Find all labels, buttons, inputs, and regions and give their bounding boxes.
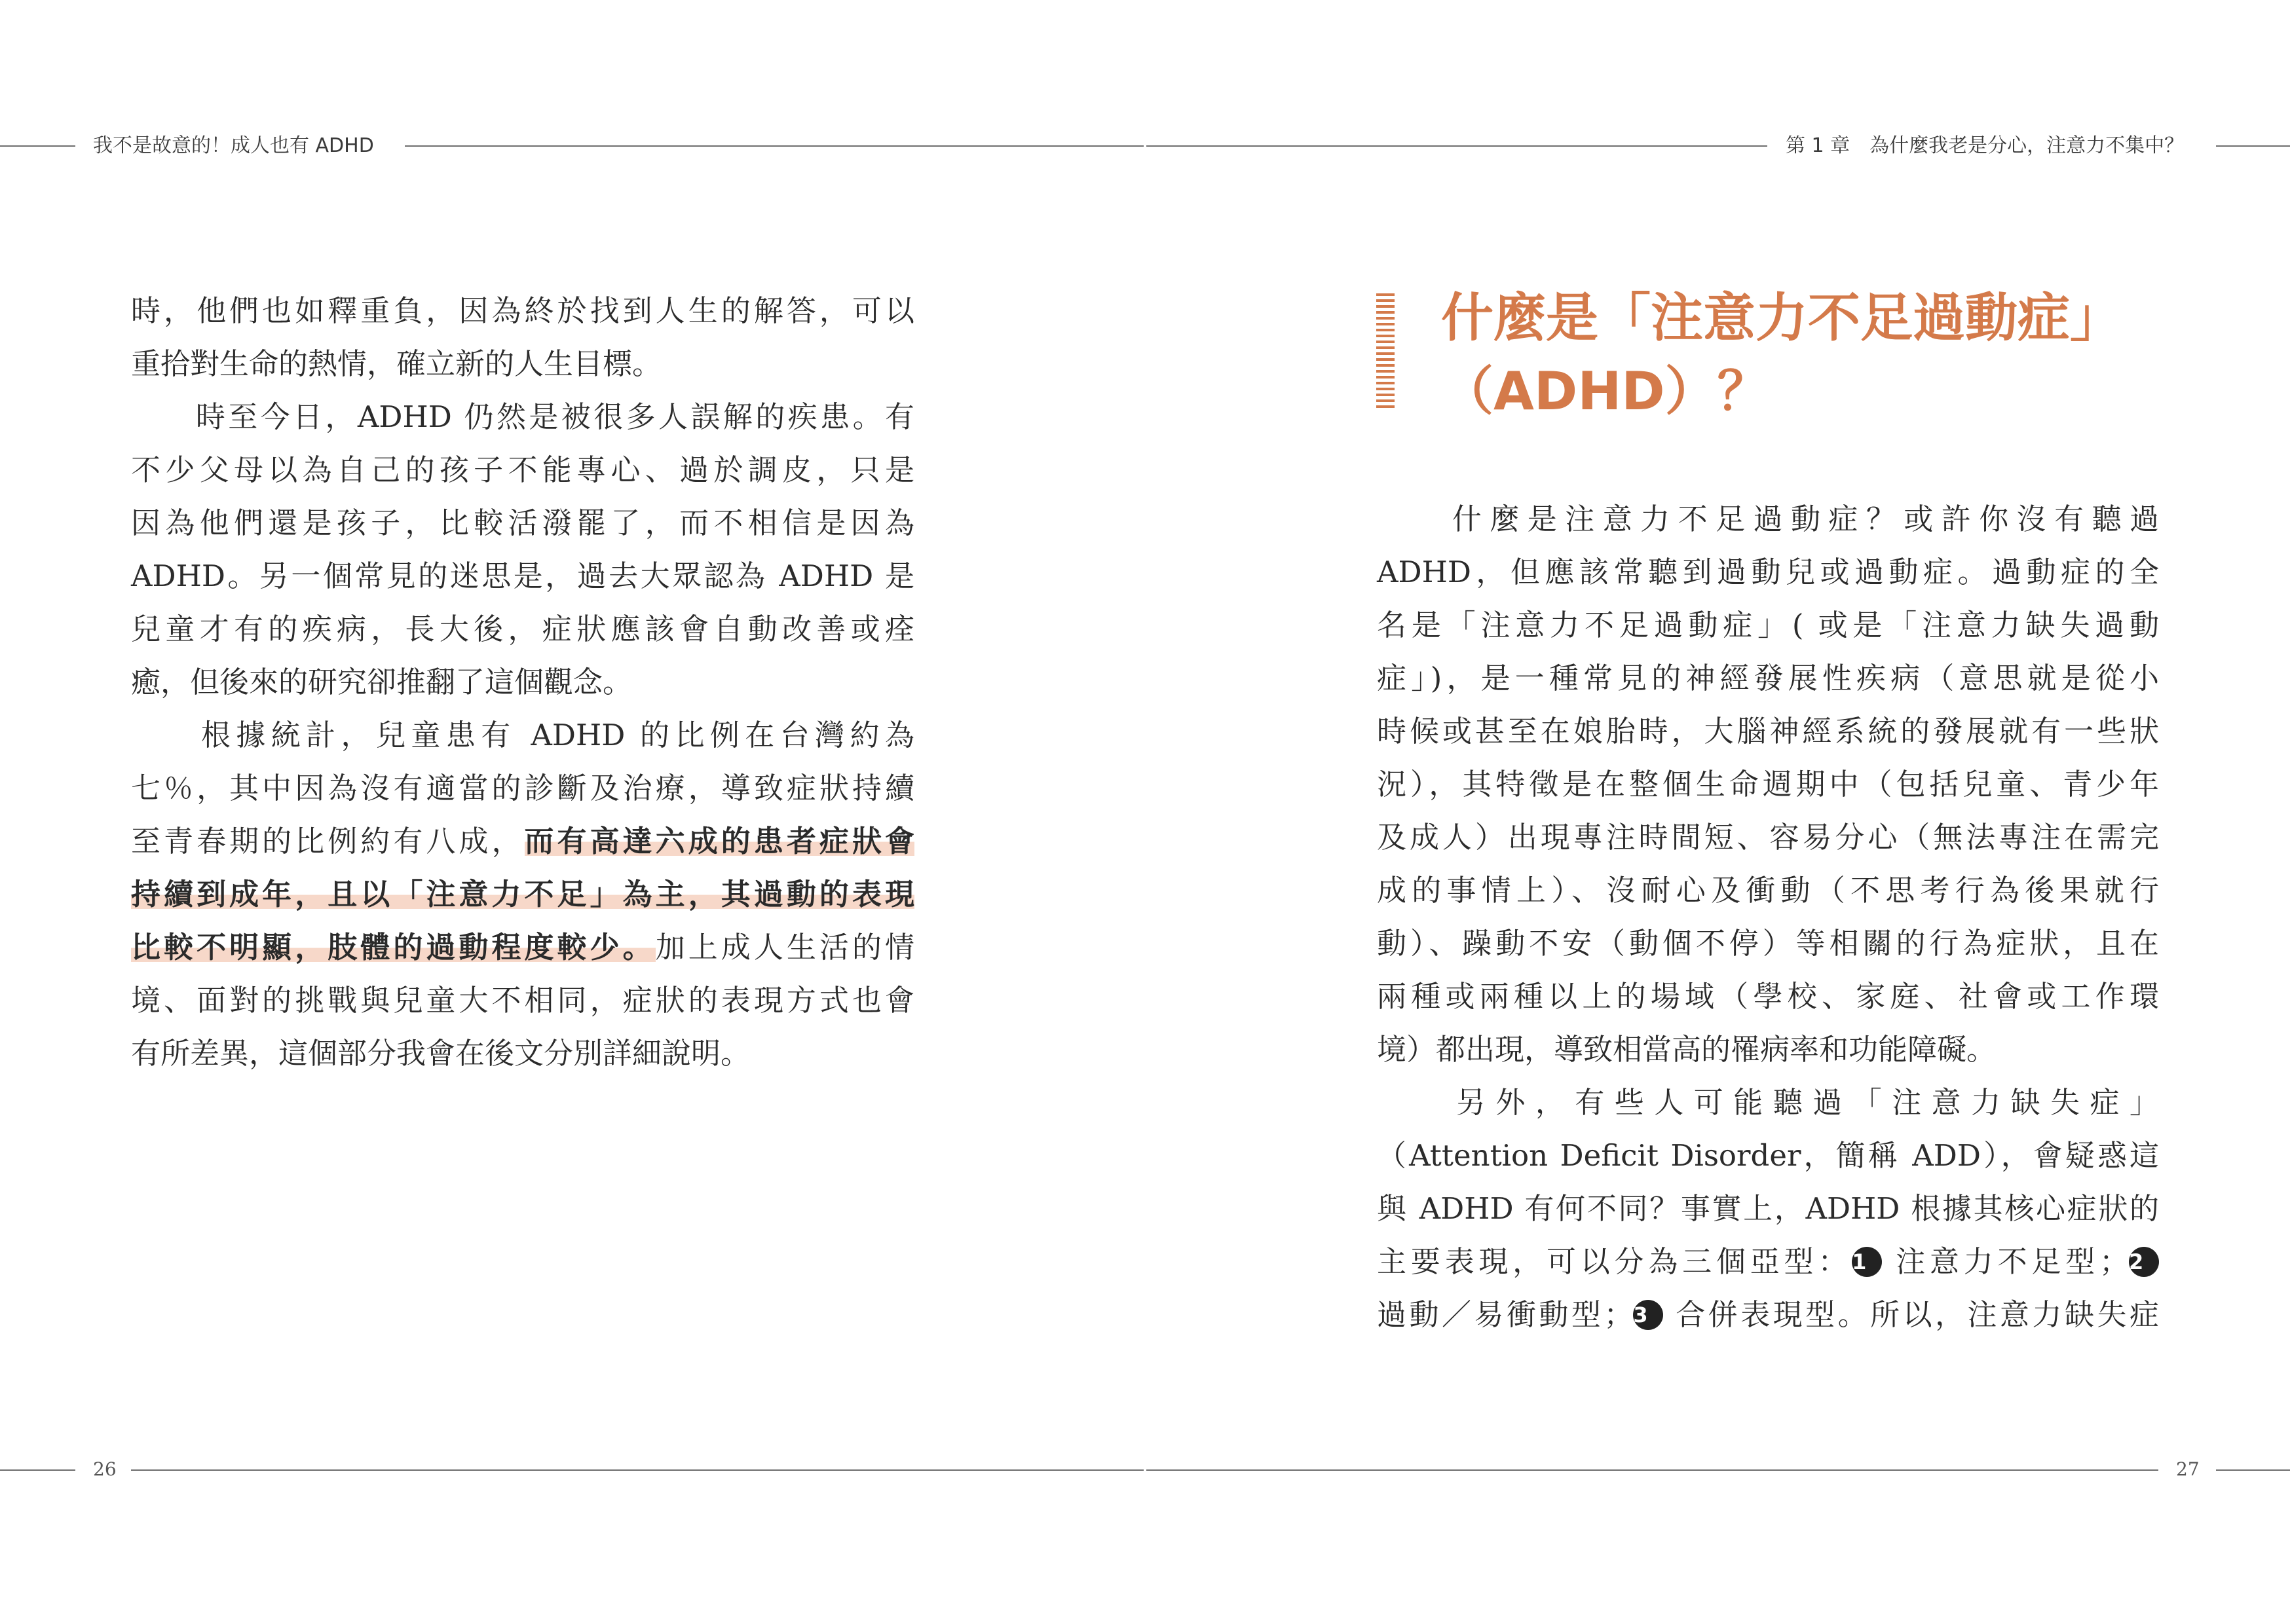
right_page-line [1377, 705, 2159, 758]
header-rule-left-a [0, 145, 75, 147]
right_page-line [1377, 758, 2159, 811]
left_page-line [131, 337, 914, 390]
left_page-line-text: 重拾對生命的熱情，確立新的人生目標。 [131, 346, 662, 381]
highlighted-text: 而有高達六成的患者症狀會 [524, 824, 914, 858]
left_page-line-text: 癒，但後來的研究卻推翻了這個觀念。 [131, 665, 633, 699]
item-number-badge-1: 1 [1852, 1247, 1882, 1277]
right_page-line-text: 成的事情上）、沒耐心及衝動（不思考行為後果就行 [1377, 873, 2159, 908]
heading-line-1: 什麼是「注意力不足過動症」 [1441, 287, 2122, 348]
right_page-line-text: 時候或甚至在娘胎時，大腦神經系統的發展就有一些狀 [1377, 714, 2159, 748]
footer-rule-right-a [1146, 1469, 2158, 1471]
left_page-line [131, 602, 914, 655]
left_page-line-text: 兒童才有的疾病，長大後，症狀應該會自動改善或痊 [131, 612, 914, 646]
left_page-line [131, 921, 914, 974]
left_page-line [131, 443, 914, 496]
item-1-text: 注意力不足型； [1882, 1244, 2129, 1279]
right_page-line [1377, 545, 2159, 599]
right_page-line [1377, 1023, 2159, 1076]
right_page-line-text: 與 ADHD 有何不同？事實上，ADHD 根據其核心症狀的 [1377, 1191, 2159, 1226]
left_page-line-text: 至青春期的比例約有八成， [131, 824, 525, 858]
right_page-line-text: 什麼是注意力不足過動症？或許你沒有聽過 [1377, 502, 2159, 536]
header-rule-left-b [405, 145, 1144, 147]
left_page-line [131, 655, 914, 709]
highlighted-text: 持續到成年，且以「注意力不足」為主，其過動的表現 [131, 877, 914, 912]
right_page-line-text: 況），其特徵是在整個生命週期中（包括兒童、青少年 [1377, 767, 2159, 802]
left_page-line [131, 762, 914, 815]
page-number-right: 27 [2176, 1458, 2200, 1480]
numbered-line-2 [1377, 1288, 2159, 1341]
left_page-line-text: ADHD。另一個常見的迷思是，過去大眾認為 ADHD 是 [131, 559, 914, 593]
left_page-line-text: 時至今日，ADHD 仍然是被很多人誤解的疾患。有 [131, 399, 914, 434]
numbered-line-1-text: 主要表現，可以分為三個亞型： [1377, 1244, 1852, 1279]
right-page-numbered-lines [1377, 1235, 2159, 1341]
running-head-right: 第 1 章 為什麼我老是分心，注意力不集中？ [1786, 134, 2185, 157]
right_page-line [1377, 970, 2159, 1023]
left_page-line [131, 868, 914, 921]
numbered-line-1 [1377, 1235, 2159, 1288]
item-2-text: 過動／易衝動型； [1377, 1297, 1634, 1332]
right_page-line [1377, 492, 2159, 545]
section-heading [1441, 282, 2162, 428]
left_page-line-text: 不少父母以為自己的孩子不能專心、過於調皮，只是 [131, 452, 914, 487]
right_page-line [1377, 599, 2159, 652]
left_page-line [131, 709, 914, 762]
item-number-badge-3: 3 [1633, 1300, 1663, 1330]
header-rule-right-a [1146, 145, 1767, 147]
right_page-line-text: 名是「注意力不足過動症」( 或是「注意力缺失過動 [1377, 608, 2159, 642]
right_page-line-text: ADHD，但應該常聽到過動兒或過動症。過動症的全 [1377, 555, 2159, 589]
right_page-line [1377, 811, 2159, 864]
right_page-line-text: 境）都出現，導致相當高的罹病率和功能障礙。 [1377, 1032, 1997, 1067]
right-page-body [1377, 492, 2159, 1235]
left_page-line [131, 815, 914, 868]
right_page-line-text: 症」)，是一種常見的神經發展性疾病（意思就是從小 [1377, 661, 2159, 695]
right_page-line [1377, 1129, 2159, 1182]
running-head-left: 我不是故意的！成人也有 ADHD [93, 134, 374, 157]
footer-rule-left-a [0, 1469, 75, 1471]
footer-rule-left-b [131, 1469, 1144, 1471]
left_page-line-text: 有所差異，這個部分我會在後文分別詳細說明。 [131, 1036, 751, 1071]
heading-line-2: （ADHD）？ [1441, 361, 1770, 422]
header-rule-right-b [2216, 145, 2290, 147]
right_page-line-text: （Attention Deficit Disorder，簡稱 ADD），會疑惑這 [1377, 1138, 2159, 1173]
heading-accent-mark [1376, 293, 1395, 413]
right_page-line [1377, 917, 2159, 970]
left_page-line-text: 七％，其中因為沒有適當的診斷及治療，導致症狀持續 [131, 771, 914, 805]
highlighted-text: 比較不明顯，肢體的過動程度較少。 [131, 930, 656, 965]
right_page-line-text: 及成人）出現專注時間短、容易分心（無法專注在需完 [1377, 820, 2159, 855]
left_page-line [131, 390, 914, 443]
left_page-line-text: 因為他們還是孩子，比較活潑罷了，而不相信是因為 [131, 506, 914, 540]
item-number-badge-2: 2 [2129, 1247, 2159, 1277]
right_page-line [1377, 1076, 2159, 1129]
right_page-line [1377, 864, 2159, 917]
right_page-line-text: 兩種或兩種以上的場域（學校、家庭、社會或工作環 [1377, 979, 2159, 1014]
left_page-line-text: 境、面對的挑戰與兒童大不相同，症狀的表現方式也會 [131, 983, 914, 1018]
right_page-line [1377, 652, 2159, 705]
right_page-line [1377, 1182, 2159, 1235]
right_page-line-text: 動）、躁動不安（動個不停）等相關的行為症狀，且在 [1377, 926, 2159, 961]
left_page-line-text: 加上成人生活的情 [655, 930, 914, 965]
footer-rule-right-b [2216, 1469, 2290, 1471]
left_page-line [131, 549, 914, 602]
left-page-body [131, 284, 914, 1080]
left_page-line [131, 496, 914, 549]
left_page-line [131, 284, 914, 337]
left_page-line [131, 974, 914, 1027]
left_page-line-text: 根據統計，兒童患有 ADHD 的比例在台灣約為 [131, 718, 914, 752]
page-number-left: 26 [93, 1458, 117, 1480]
item-3-text: 合併表現型。所以，注意力缺失症 [1663, 1297, 2159, 1332]
left_page-line [131, 1027, 914, 1080]
left_page-line-text: 時，他們也如釋重負，因為終於找到人生的解答，可以 [131, 293, 914, 328]
right_page-line-text: 另外，有些人可能聽過「注意力缺失症」 [1377, 1085, 2159, 1120]
